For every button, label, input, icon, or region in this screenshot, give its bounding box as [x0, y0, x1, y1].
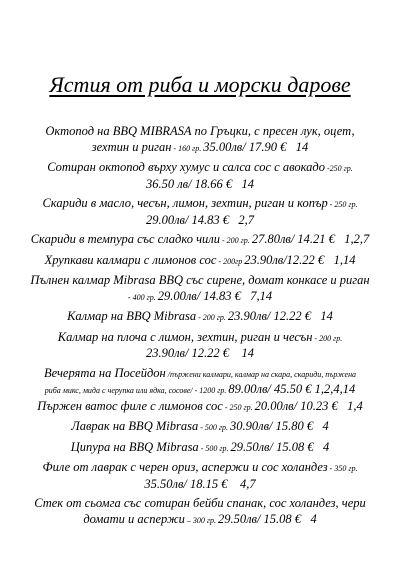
item-price: 29.50лв/ 15.08 € — [217, 511, 302, 526]
item-name-cont: домати и аспержи — [83, 511, 185, 526]
item-name: Пържен ватос филе с лимонов сос — [37, 398, 223, 413]
menu-item — [4, 124, 396, 156]
item-price: 23.90лв/ 12.22 € — [227, 309, 311, 323]
menu-item — [4, 330, 396, 362]
item-price: 36.50 лв/ 18.66 € — [145, 176, 233, 191]
item-allergens: 14 — [320, 309, 333, 323]
menu-list — [4, 124, 396, 532]
item-allergens: 4 — [310, 511, 317, 526]
item-price: 27.80лв/ 14.21 € — [251, 232, 335, 246]
item-weight: - 1200 гр. — [192, 386, 229, 395]
item-weight: - 250 гр. — [222, 402, 255, 412]
item-allergens: 1,4 — [347, 398, 363, 413]
item-price: 29.50лв/ 15.08 € — [230, 439, 314, 454]
item-name: Октопод на BBQ MIBRASA по Гръцки, с пресен лук, оцет, — [45, 124, 355, 138]
item-allergens: 1,14 — [333, 252, 356, 267]
item-weight: – 300 гр. — [184, 515, 218, 525]
item-weight: - 200 гр. — [196, 313, 228, 322]
item-price: 35.50лв/ 18.15 € — [144, 476, 228, 491]
item-name: Пълнен калмар Mibrasa BBQ със сирене, домат конкасе и риган — [30, 273, 370, 287]
item-name: Скариди в темпура със сладко чили — [30, 232, 221, 246]
item-weight: - 400 гр. — [127, 292, 158, 302]
item-price: 23.90лв/ 12.22 € — [145, 346, 230, 360]
item-price: 29.00лв/ 14.83 € — [145, 212, 230, 227]
item-name: Стек от сьомга със сотиран бейби спанак, сос холандез, чери — [34, 496, 366, 510]
menu-item — [4, 160, 396, 192]
item-name: Ципура на BBQ Mibrasa — [70, 439, 199, 454]
item-name: Калмар на BBQ Mibrasa — [67, 309, 197, 323]
item-allergens: 4 — [322, 439, 330, 454]
item-name-cont: зехтин и риган — [91, 139, 172, 154]
item-price: 30.90лв/ 15.80 € — [230, 419, 314, 433]
item-description: /пържени калмари, калмар на скара, скариди, пържена — [165, 369, 357, 379]
item-weight: - 160 гр. — [171, 143, 204, 153]
menu-item — [4, 196, 396, 228]
item-name: Скариди в масло, чесън, лимон, зехтин, риган и копър — [42, 196, 328, 210]
item-price: 29.00лв/ 14.83 € — [157, 288, 241, 303]
item-allergens: 7,14 — [250, 288, 273, 303]
item-name: Хрупкави калмари с лимонов сос — [44, 252, 217, 267]
menu-item — [4, 253, 396, 270]
item-name: Лаврак на BBQ Mibrasa — [71, 419, 199, 433]
menu-item — [4, 419, 396, 436]
menu-item — [4, 366, 396, 399]
item-weight: - 250 гр. — [327, 200, 358, 209]
item-weight: - 350 гр. — [327, 464, 358, 473]
item-weight: -250 гр. — [324, 164, 353, 173]
menu-item — [4, 496, 396, 528]
menu-item — [4, 273, 396, 305]
menu-item — [4, 309, 396, 326]
item-weight: - 500 гр. — [198, 423, 231, 432]
item-allergens: 14 — [241, 176, 255, 191]
item-allergens: 1,2,7 — [344, 232, 370, 246]
item-weight: - 200 гр. — [220, 236, 252, 245]
item-name: Вечерята на Посейдон — [43, 365, 166, 380]
item-weight: - 200 гр. — [312, 333, 343, 343]
item-allergens: 2,7 — [238, 212, 255, 227]
item-allergens: 4 — [322, 419, 329, 433]
menu-item — [4, 232, 396, 249]
menu-item — [4, 440, 396, 457]
item-name: Филе от лаврак с черен ориз, аспержи и сос холандез — [42, 460, 328, 474]
item-name: Сотиран октопод върху хумус и салса сос с авокадо — [47, 160, 325, 174]
item-allergens: 1,2,4,14 — [314, 382, 356, 396]
item-price: 89.00лв/ 45.50 € — [228, 382, 312, 396]
item-allergens: 14 — [241, 346, 255, 360]
item-weight: - 500 гр. — [198, 443, 231, 453]
item-allergens: 4,7 — [239, 476, 256, 491]
item-weight: - 200гр — [216, 256, 245, 266]
page-title: Ястия от риба и морски дарове — [49, 72, 351, 97]
menu-item — [4, 399, 396, 416]
menu-item — [4, 460, 396, 492]
item-price: 23.90лв/12.22 € — [244, 252, 325, 267]
item-price: 35.00лв/ 17.90 € — [203, 139, 287, 154]
item-description-cont: риба микс, мида с черупка или ядка, сосове/ — [44, 386, 193, 395]
item-name: Калмар на плоча с лимон, зехтин, риган и чесън — [57, 329, 313, 344]
item-allergens: 14 — [295, 139, 309, 154]
item-price: 20.00лв/ 10.23 € — [254, 398, 338, 413]
